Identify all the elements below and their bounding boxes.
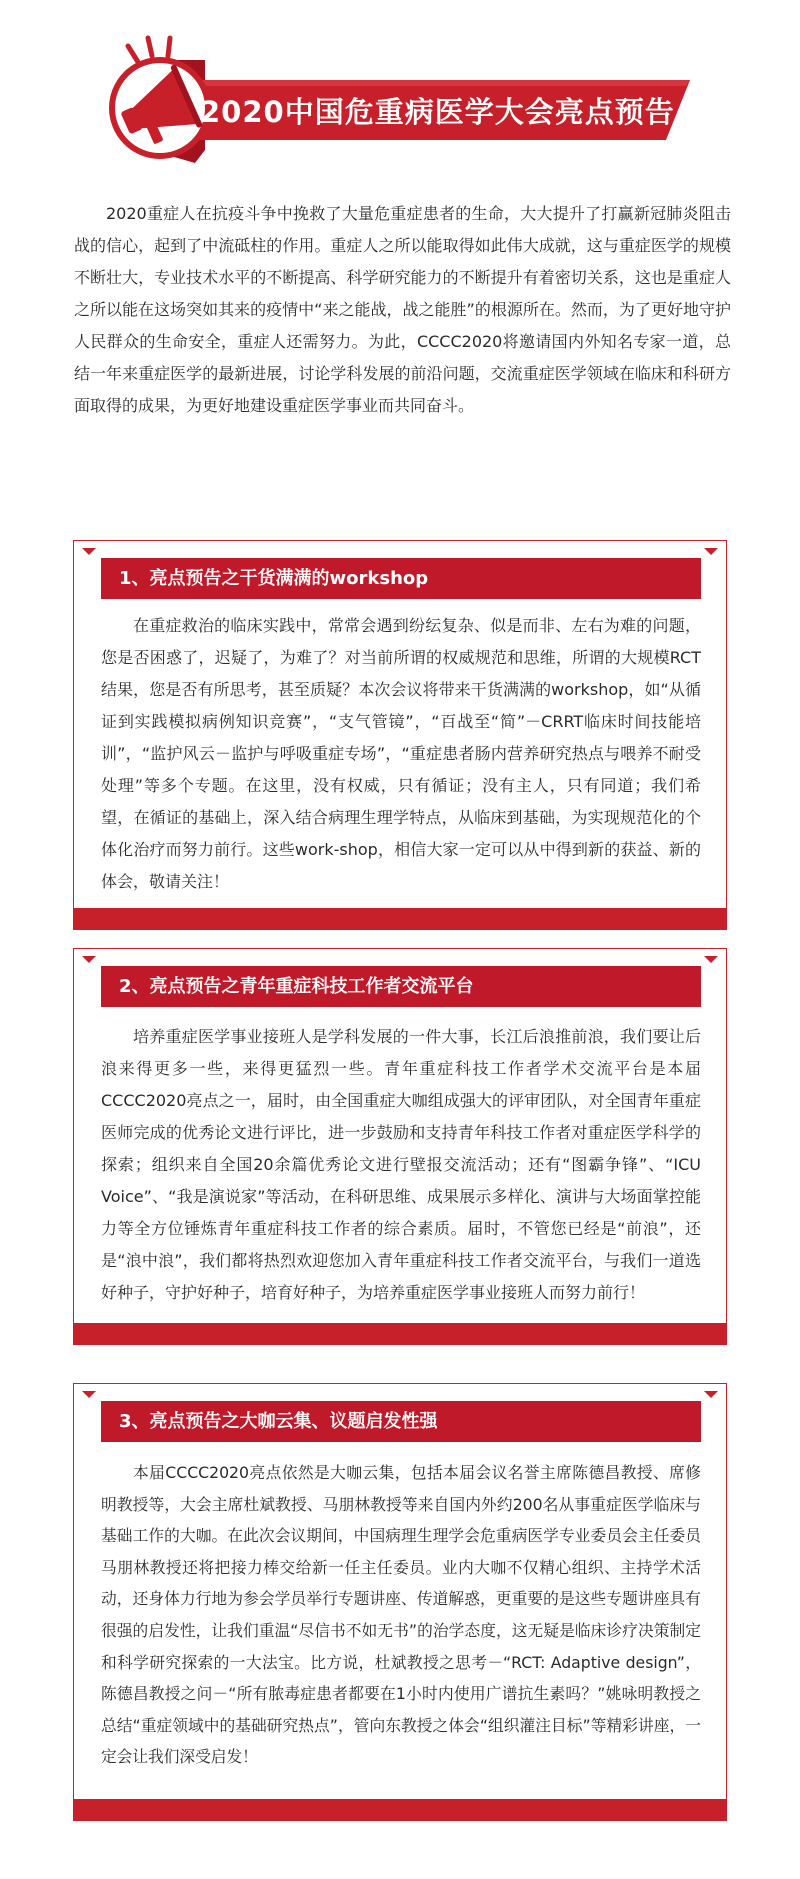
section-footer-bar [73,1799,727,1821]
section-body: 培养重症医学事业接班人是学科发展的一件大事，长江后浪推前浪，我们要让后浪来得更多一些，来得更猛烈一些。青年重症科技工作者学术交流平台是本届CCCC2020亮点之一，届时，由全国重症大咖组成强大的评审团队，对全国青年重症医师完成的优秀论文进行评比，进一步鼓励和支持青年科技工作者对重症医学科学的探索；组织来自全国20余篇优秀论文进行壁报交流活动；还有“图霸争锋”、“ICU Voice”、“我是演说家”等活动，在科研思维、成果展示多样化、演讲与大场面掌控能力等全方位锤炼青年重症科技工作者的综合素质。届时，不管您已经是“前浪”，还是“浪中浪”，我们都将热烈欢迎您加入青年重症科技工作者交流平台，与我们一道选好种子，守护好种子，培育好种子，为培养重症医学事业接班人而努力前行！ [101,1027,701,1302]
section-footer-bar [73,908,727,930]
page-title: 2020中国危重病医学大会亮点预告 [200,95,675,129]
section-title: 3、亮点预告之大咖云集、议题启发性强 [119,1411,438,1432]
intro-paragraph: 2020重症人在抗疫斗争中挽救了大量危重症患者的生命，大大提升了打赢新冠肺炎阻击战的信心，起到了中流砥柱的作用。重症人之所以能取得如此伟大成就，这与重症医学的规模不断壮大，专业技术水平的不断提高、科学研究能力的不断提升有着密切关系，这也是重症人之所以能在这场突如其来的疫情中“来之能战，战之能胜”的根源所在。然而，为了更好地守护人民群众的生命安全，重症人还需努力。为此，CCCC2020将邀请国内外知名专家一道，总结一年来重症医学的最新进展，讨论学科发展的前沿问题，交流重症医学领域在临床和科研方面取得的成果，为更好地建设重症医学事业而共同奋斗。 [74,204,731,415]
corner-marker [704,548,718,555]
megaphone-icon [111,38,208,156]
section-body: 在重症救治的临床实践中，常常会遇到纷纭复杂、似是而非、左右为难的问题，您是否困惑了，迟疑了，为难了？对当前所谓的权威规范和思维，所谓的大规模RCT结果，您是否有所思考，甚至质疑？本次会议将带来干货满满的workshop，如“从循证到实践模拟病例知识竞赛”，“支气管镜”，“百战至“简”－CRRT临床时间技能培训”，“监护风云－监护与呼吸重症专场”，“重症患者肠内营养研究热点与喂养不耐受处理”等多个专题。在这里，没有权威，只有循证；没有主人，只有同道；我们希望，在循证的基础上，深入结合病理生理学特点，从临床到基础，为实现规范化的个体化治疗而努力前行。这些work-shop，相信大家一定可以从中得到新的获益、新的体会，敬请关注！ [101,616,701,891]
section-title: 1、亮点预告之干货满满的workshop [119,568,429,589]
banner-graphic [0,0,800,175]
corner-marker [704,956,718,963]
section-body: 本届CCCC2020亮点依然是大咖云集，包括本届会议名誉主席陈德昌教授、席修明教授等，大会主席杜斌教授、马朋林教授等来自国内外约200名从事重症医学临床与基础工作的大咖。在此次会议期间，中国病理生理学会危重病医学专业委员会主任委员马朋林教授还将把接力棒交给新一任主任委员。业内大咖不仅精心组织、主持学术活动，还身体力行地为参会学员举行专题讲座、传道解惑，更重要的是这些专题讲座具有很强的启发性，让我们重温“尽信书不如无书”的治学态度，这无疑是临床诊疗决策制定和科学研究探索的一大法宝。比方说，杜斌教授之思考－“RCT: Adaptive design”，陈德昌教授之问－“所有脓毒症患者都要在1小时内使用广谱抗生素吗？”姚咏明教授之总结“重症领域中的基础研究热点”，管向东教授之体会“组织灌注目标”等精彩讲座，一定会让我们深受启发！ [101,1463,701,1767]
section-experts [73,1383,727,1820]
section-young-scientists [73,948,727,1344]
corner-marker [82,1391,96,1398]
corner-marker [704,1391,718,1398]
corner-marker [82,956,96,963]
section-title: 2、亮点预告之青年重症科技工作者交流平台 [119,976,474,997]
section-header [101,966,701,1007]
corner-marker [82,548,96,555]
section-header [101,1401,701,1442]
header-banner [0,0,800,175]
section-workshop [73,540,727,929]
section-header [101,558,701,599]
section-footer-bar [73,1323,727,1345]
